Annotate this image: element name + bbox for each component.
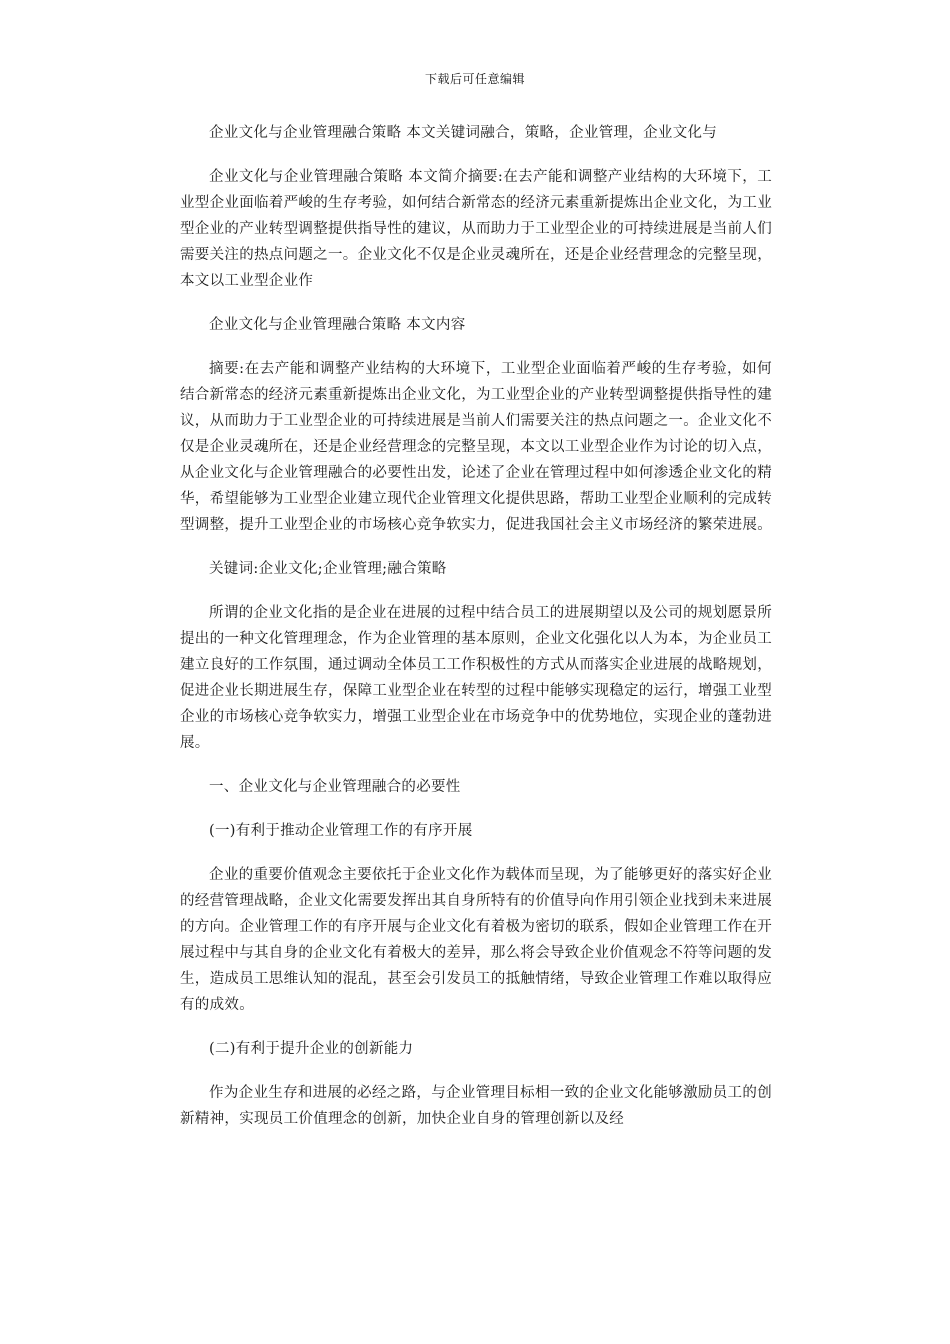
body-paragraph: 作为企业生存和进展的必经之路，与企业管理目标相一致的企业文化能够激励员工的创新精神，实现员工价值理念的创新，加快企业自身的管理创新以及经 (180, 1085, 772, 1127)
keywords-paragraph: 关键词:企业文化;企业管理;融合策略 (209, 561, 447, 577)
subsection-heading: (二)有利于提升企业的创新能力 (209, 1041, 414, 1057)
body-paragraph: 企业的重要价值观念主要依托于企业文化作为载体而呈现，为了能够更好的落实好企业的经营管理战略，企业文化需要发挥出其自身所特有的价值导向作用引领企业找到未来进展的方向。企业管理工作的有序开展与企业文化有着极为密切的联系，假如企业管理工作在开展过程中与其自身的企业文化有着极大的差异，那么将会导致企业价值观念不符等问题的发生，造成员工思维认知的混乱，甚至会引发员工的抵触情绪，导致企业管理工作难以取得应有的成效。 (180, 867, 772, 1013)
subsection-heading: (一)有利于推动企业管理工作的有序开展 (209, 823, 473, 839)
content-heading: 企业文化与企业管理融合策略 本文内容 (209, 317, 466, 333)
section-heading: 一、企业文化与企业管理融合的必要性 (209, 779, 461, 795)
keywords-line: 企业文化与企业管理融合策略 本文关键词融合，策略，企业管理，企业文化与 (209, 125, 718, 141)
abstract-paragraph: 摘要:在去产能和调整产业结构的大环境下，工业型企业面临着严峻的生存考验，如何结合新常态的经济元素重新提炼出企业文化，为工业型企业的产业转型调整提供指导性的建议，从而助力于工业型企业的可持续进展是当前人们需要关注的热点问题之一。企业文化不仅是企业灵魂所在，还是企业经营理念的完整呈现，本文以工业型企业作为讨论的切入点，从企业文化与企业管理融合的必要性出发，论述了企业在管理过程中如何渗透企业文化的精华，希望能够为工业型企业建立现代企业管理文化提供思路，帮助工业型企业顺利的完成转型调整，提升工业型企业的市场核心竞争软实力，促进我国社会主义市场经济的繁荣进展。 (180, 361, 772, 533)
summary-paragraph: 企业文化与企业管理融合策略 本文简介摘要:在去产能和调整产业结构的大环境下，工业型企业面临着严峻的生存考验，如何结合新常态的经济元素重新提炼出企业文化，为工业型企业的产业转型调整提供指导性的建议，从而助力于工业型企业的可持续进展是当前人们需要关注的热点问题之一。企业文化不仅是企业灵魂所在，还是企业经营理念的完整呈现，本文以工业型企业作 (180, 169, 772, 289)
document-body (180, 120, 772, 1150)
body-paragraph: 所谓的企业文化指的是企业在进展的过程中结合员工的进展期望以及公司的规划愿景所提出的一种文化管理理念，作为企业管理的基本原则，企业文化强化以人为本，为企业员工建立良好的工作氛围，通过调动全体员工工作积极性的方式从而落实企业进展的战略规划，促进企业长期进展生存，保障工业型企业在转型的过程中能够实现稳定的运行，增强工业型企业的市场核心竞争软实力，增强工业型企业在市场竞争中的优势地位，实现企业的蓬勃进展。 (180, 605, 772, 751)
page-header: 下载后可任意编辑 (424, 72, 525, 86)
